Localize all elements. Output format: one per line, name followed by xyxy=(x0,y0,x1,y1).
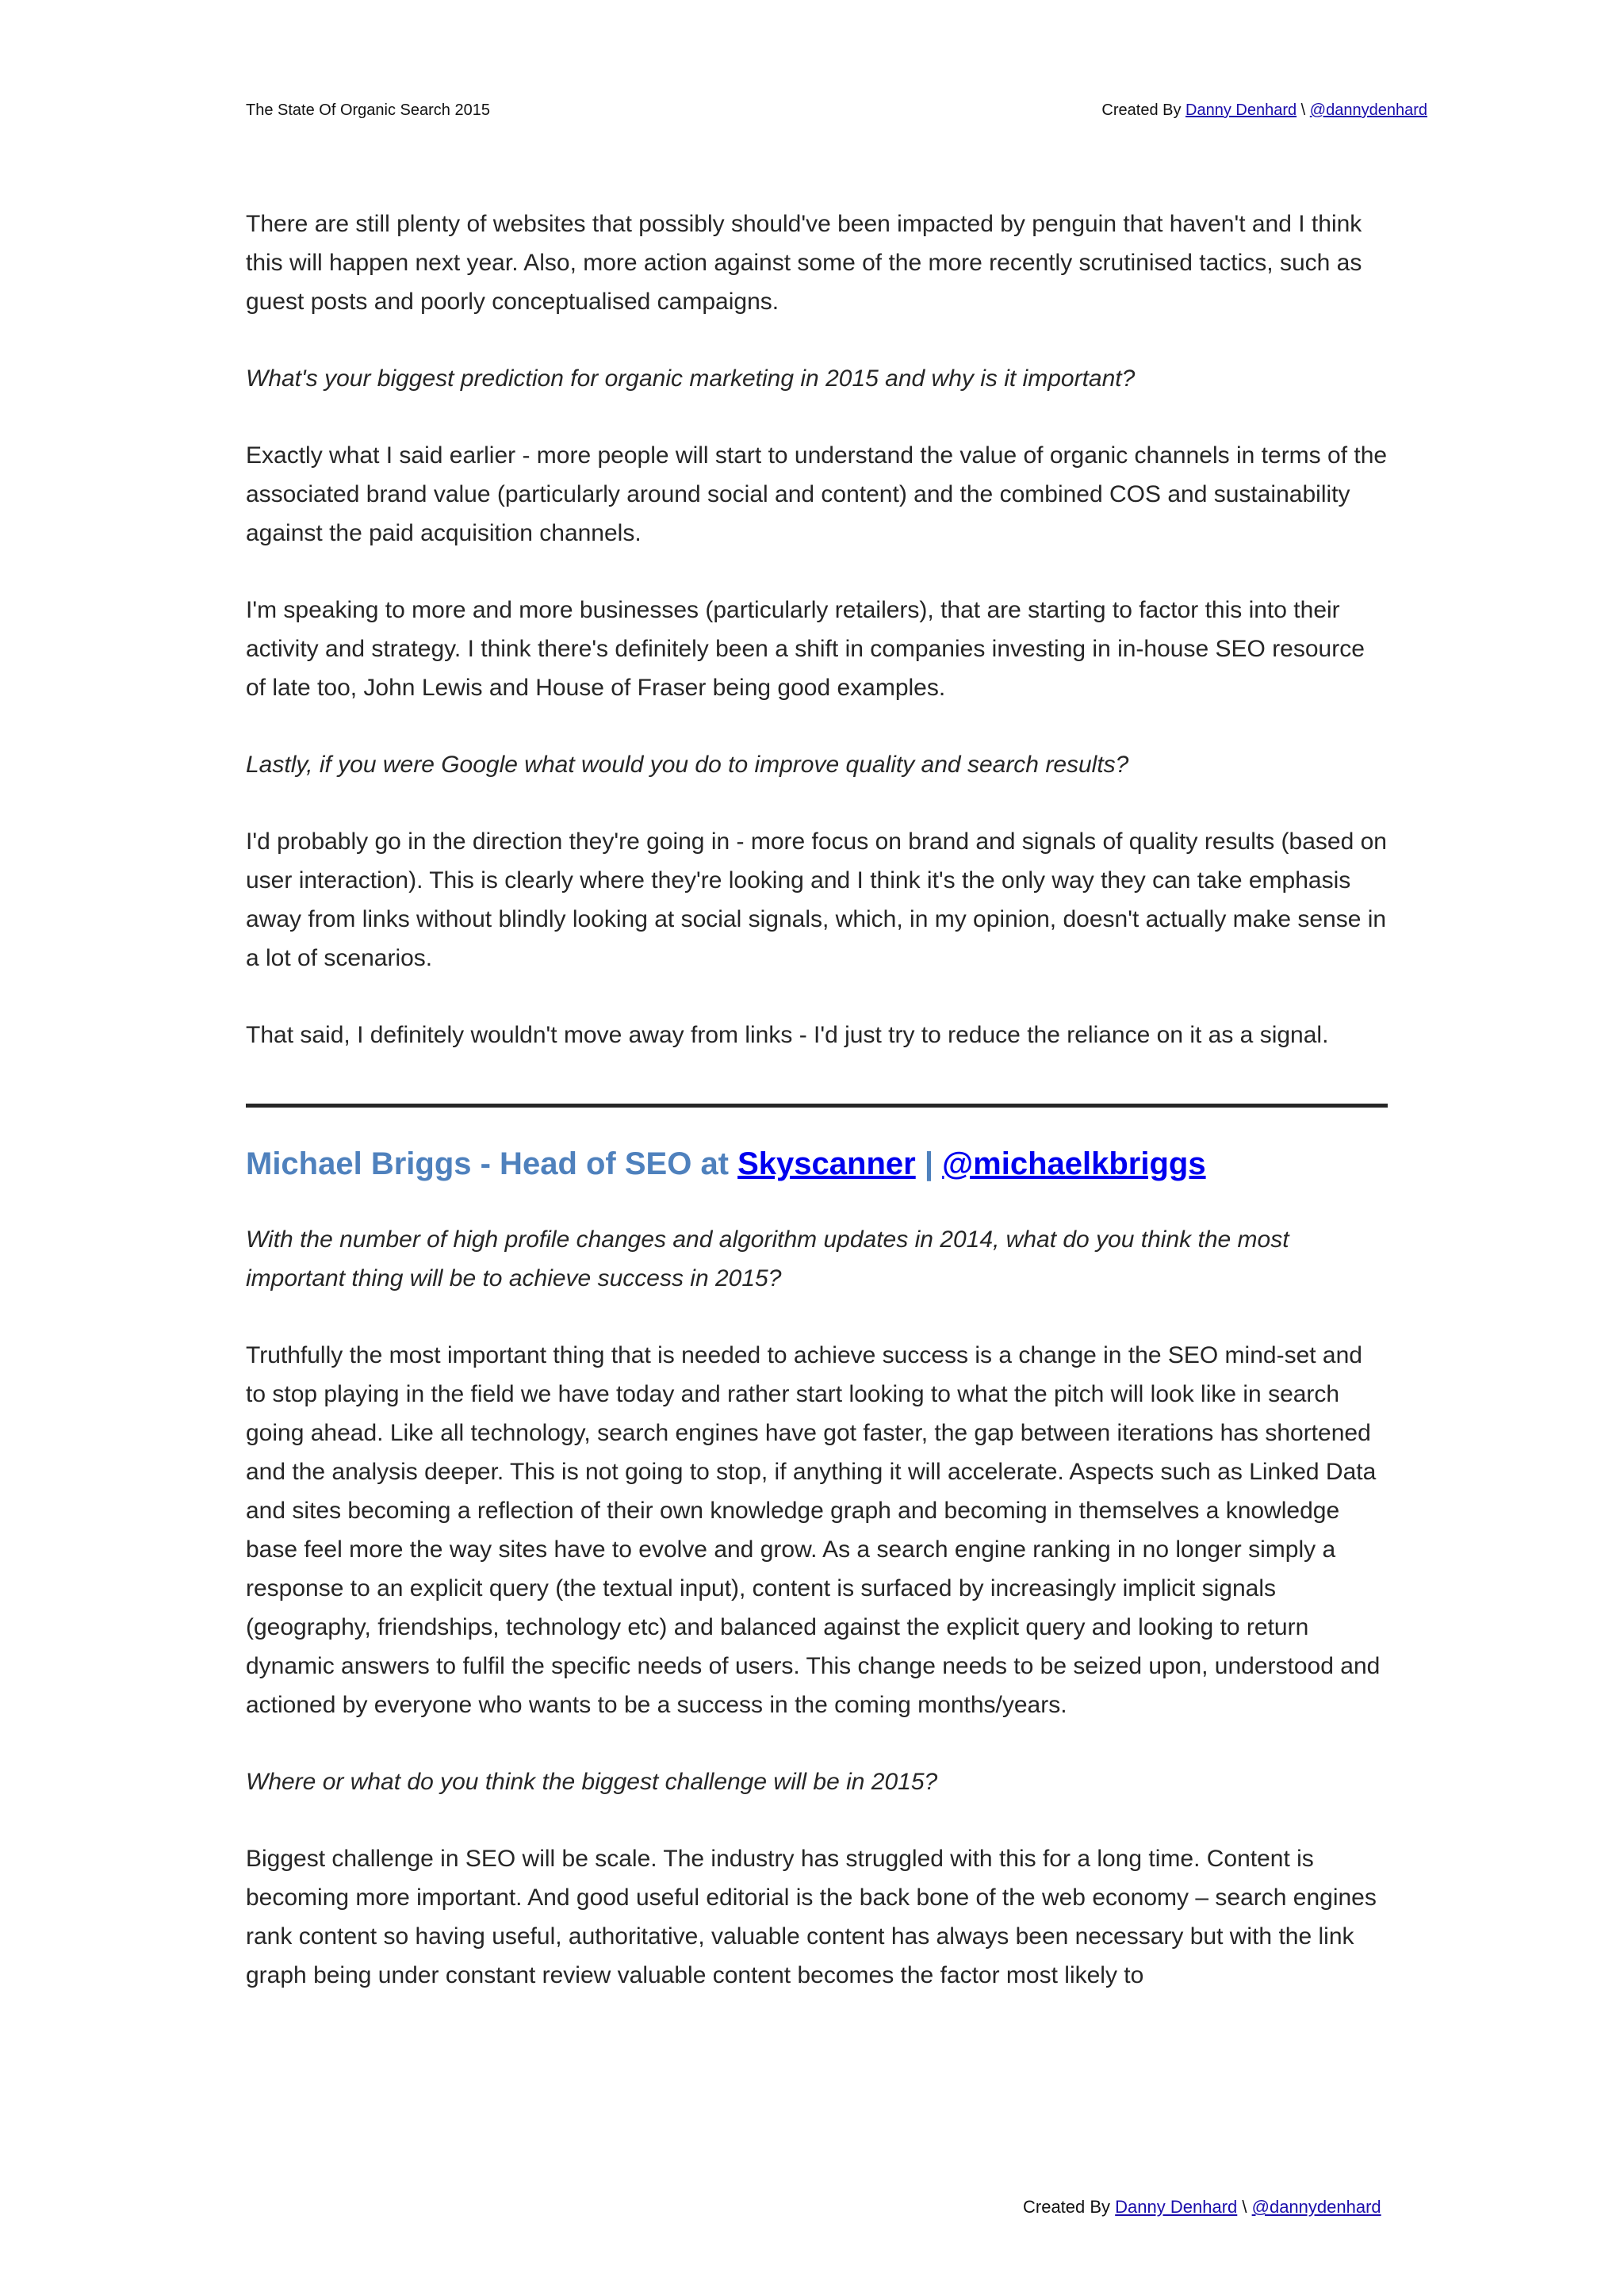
question-paragraph: Lastly, if you were Google what would you do to improve quality and search results? xyxy=(246,752,1129,778)
document-title: The State Of Organic Search 2015 xyxy=(246,101,490,119)
section-divider xyxy=(246,1104,1388,1108)
author-handle-link[interactable]: @dannydenhard xyxy=(1251,2197,1381,2217)
heading-separator: | xyxy=(915,1146,943,1181)
header-credit xyxy=(1101,100,1427,121)
answer-paragraph: Exactly what I said earlier - more people will start to understand the value of organic channels in terms of the associated brand value (particularly around social and content) and the combined COS and sustainability against the paid acquisition channels. xyxy=(246,442,1388,546)
answer-paragraph: Truthfully the most important thing that is needed to achieve success is a change in the SEO mind-set and to stop playing in the field we have today and rather start looking to what the pitch will look like in search going ahead. Like all technology, search engines have got faster, the gap between iterations has shortened and the analysis deeper. This is not going to stop, if anything it will accelerate. Aspects such as Linked Data and sites becoming a reflection of their own knowledge graph and becoming in themselves a knowledge base feel more the way sites have to evolve and grow. As a search engine ranking in no longer simply a response to an explicit query (the textual input), content is surfaced by increasingly implicit signals (geography, friendships, technology etc) and balanced against the explicit query and looking to return dynamic answers to fulfil the specific needs of users. This change needs to be seized upon, understood and actioned by everyone who wants to be a success in the coming months/years. xyxy=(246,1342,1381,1718)
created-by-label: Created By xyxy=(1101,101,1186,119)
footer-credit xyxy=(1023,2196,1381,2217)
answer-paragraph: There are still plenty of websites that possibly should've been impacted by penguin that haven't and I think this will happen next year. Also, more action against some of the more recently scrutinised tactics, such as guest posts and poorly conceptualised campaigns. xyxy=(246,211,1362,315)
page-header xyxy=(246,100,1427,124)
question-paragraph: Where or what do you think the biggest challenge will be in 2015? xyxy=(246,1769,938,1795)
author-link[interactable]: Danny Denhard xyxy=(1115,2197,1238,2217)
answer-paragraph: I'm speaking to more and more businesses (particularly retailers), that are starting to factor this into their activity and strategy. I think there's definitely been a shift in companies investing in in-house SEO resource of late too, John Lewis and House of Fraser being good examples. xyxy=(246,597,1365,701)
author-handle-link[interactable]: @dannydenhard xyxy=(1309,101,1427,119)
credit-separator: \ xyxy=(1297,101,1310,119)
twitter-handle-link[interactable]: @michaelkbriggs xyxy=(942,1146,1206,1181)
section-heading-text: Michael Briggs - Head of SEO at xyxy=(246,1146,738,1181)
answer-paragraph: Biggest challenge in SEO will be scale. The industry has struggled with this for a long time. Content is becoming more important. And good useful editorial is the back bone of the web economy – search engines rank content so having useful, authoritative, valuable content has always been necessary but with the link graph being under constant review valuable content becomes the factor most likely to xyxy=(246,1846,1377,1988)
question-paragraph: With the number of high profile changes and algorithm updates in 2014, what do you think the most important thing will be to achieve success in 2015? xyxy=(246,1226,1289,1292)
created-by-label: Created By xyxy=(1023,2197,1116,2217)
section-heading xyxy=(246,1142,1388,1185)
author-link[interactable]: Danny Denhard xyxy=(1185,101,1297,119)
question-paragraph: What's your biggest prediction for organic marketing in 2015 and why is it important? xyxy=(246,365,1136,392)
answer-paragraph: I'd probably go in the direction they're going in - more focus on brand and signals of quality results (based on user interaction). This is clearly where they're looking and I think it's the only way they can take emphasis away from links without blindly looking at social signals, which, in my opinion, doesn't actually make sense in a lot of scenarios. xyxy=(246,828,1387,971)
company-link[interactable]: Skyscanner xyxy=(737,1146,916,1181)
answer-paragraph: That said, I definitely wouldn't move away from links - I'd just try to reduce the reliance on it as a signal. xyxy=(246,1022,1329,1048)
credit-separator: \ xyxy=(1237,2197,1252,2217)
document-body xyxy=(246,205,1388,2033)
